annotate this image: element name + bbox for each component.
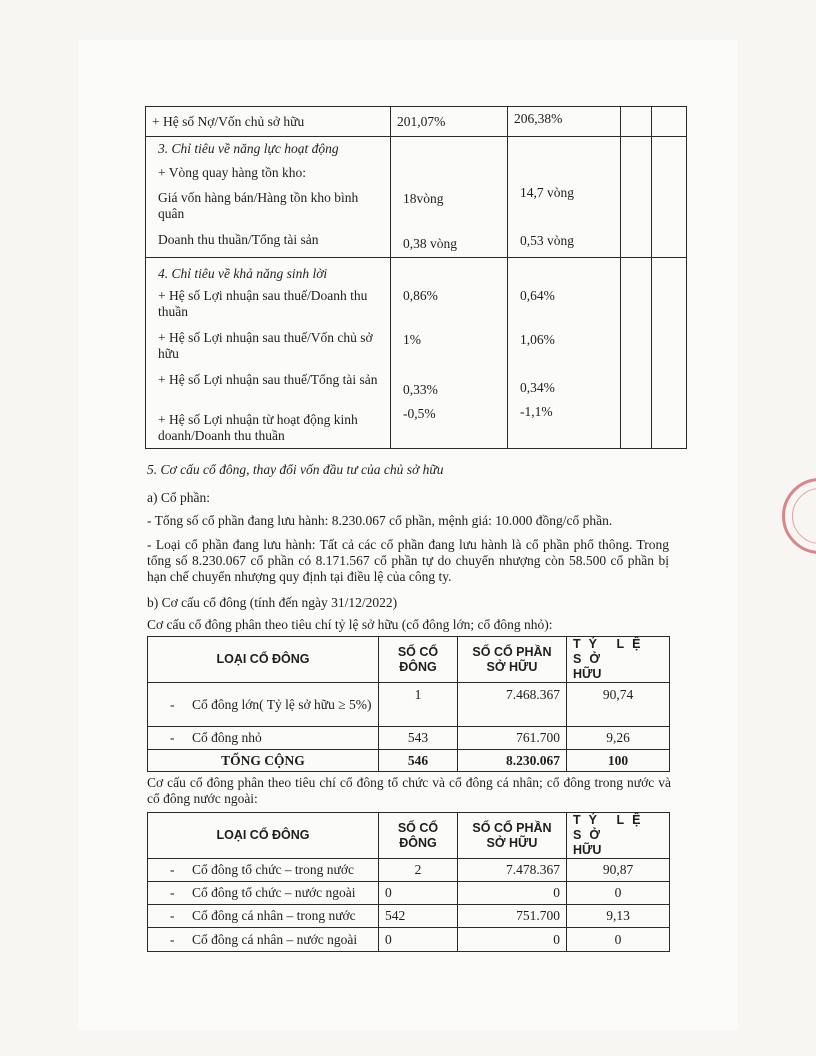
section4-item2: + Hệ số Lợi nhuận sau thuế/Vốn chủ sở hữu <box>158 330 373 361</box>
shareholder-by-ownership-table <box>147 636 670 772</box>
table-header-row <box>148 813 670 859</box>
table-row <box>148 683 670 727</box>
header-type: LOẠI CỔ ĐÔNG <box>148 813 379 859</box>
header-shares: SỐ CỔ PHẦN SỞ HỮU <box>458 637 567 683</box>
table-row <box>148 882 670 905</box>
row-label: - Cổ đông lớn( Tỷ lệ sở hữu ≥ 5%) <box>148 683 379 727</box>
section3-item1: Giá vốn hàng bán/Hàng tồn kho bình quân <box>158 190 359 221</box>
red-seal-stamp <box>780 478 816 554</box>
row-shares: 7.478.367 <box>458 859 567 882</box>
row-shares: 7.468.367 <box>458 683 567 727</box>
row-label: - Cổ đông tổ chức – nước ngoài <box>148 882 379 905</box>
row-label: - Cổ đông cá nhân – nước ngoài <box>148 928 379 952</box>
shares-subheading: a) Cổ phần: <box>147 490 210 505</box>
row-ratio: 0 <box>567 882 670 905</box>
row-shares: 0 <box>458 928 567 952</box>
table-row <box>148 727 670 750</box>
row-label: - Cổ đông nhỏ <box>148 727 379 750</box>
total-ratio: 100 <box>567 750 670 772</box>
shareholder-structure-subheading: b) Cơ cấu cổ đông (tính đến ngày 31/12/2022) <box>147 595 398 610</box>
header-ratio: TỶ LỆ SỞ HỮU <box>567 813 670 859</box>
table-row <box>148 928 670 952</box>
section3-item1-v1: 18vòng <box>403 191 444 206</box>
table-total-row <box>148 750 670 772</box>
row-count: 2 <box>379 859 458 882</box>
row-shares: 751.700 <box>458 905 567 928</box>
row-count: 542 <box>379 905 458 928</box>
section3-subtitle: + Vòng quay hàng tồn kho: <box>158 165 306 180</box>
section4-item2-v2: 1,06% <box>520 332 555 347</box>
total-label: TỔNG CỘNG <box>148 750 379 772</box>
section4-item4: + Hệ số Lợi nhuận từ hoạt động kinh doanh/Doanh thu thuần <box>158 412 358 443</box>
header-count: SỐ CỔ ĐÔNG <box>379 813 458 859</box>
debt-ratio-v2: 206,38% <box>508 107 621 137</box>
total-shares-paragraph: - Tổng số cổ phần đang lưu hành: 8.230.067 cổ phần, mệnh giá: 10.000 đồng/cổ phần. <box>147 513 613 528</box>
section4-item4-v2: -1,1% <box>520 404 553 419</box>
table-row <box>146 137 687 258</box>
header-ratio: TỶ LỆ SỞ HỮU <box>567 637 670 683</box>
row-shares: 761.700 <box>458 727 567 750</box>
section4-item3-v1: 0,33% <box>403 382 438 397</box>
debt-ratio-v1: 201,07% <box>391 107 508 137</box>
section4-item1-v2: 0,64% <box>520 288 555 303</box>
table-row <box>146 258 687 449</box>
header-shares: SỐ CỔ PHẦN SỞ HỮU <box>458 813 567 859</box>
row-count: 0 <box>379 928 458 952</box>
section5-heading: 5. Cơ cấu cổ đông, thay đổi vốn đầu tư của chủ sở hữu <box>147 462 444 477</box>
total-count: 546 <box>379 750 458 772</box>
section4-item1: + Hệ số Lợi nhuận sau thuế/Doanh thu thuần <box>158 288 368 319</box>
section4-item2-v1: 1% <box>403 332 421 347</box>
row-ratio: 9,13 <box>567 905 670 928</box>
section3-item2-v2: 0,53 vòng <box>520 233 574 248</box>
shareholder-by-type-table <box>147 812 670 952</box>
table2-caption: Cơ cấu cổ đông phân theo tiêu chí cổ đông tổ chức và cổ đông cá nhân; cổ đông trong nước và cổ đông nước ngoài: <box>147 775 671 806</box>
section3-title: 3. Chỉ tiêu về năng lực hoạt động <box>158 141 339 156</box>
row-count: 1 <box>379 683 458 727</box>
table-row <box>148 905 670 928</box>
row-ratio: 90,87 <box>567 859 670 882</box>
section4-item4-v1: -0,5% <box>403 406 436 421</box>
debt-ratio-label: + Hệ số Nợ/Vốn chủ sở hữu <box>146 107 391 137</box>
row-label: - Cổ đông cá nhân – trong nước <box>148 905 379 928</box>
row-ratio: 90,74 <box>567 683 670 727</box>
row-count: 0 <box>379 882 458 905</box>
total-shares: 8.230.067 <box>458 750 567 772</box>
table-row <box>146 107 687 137</box>
table1-caption: Cơ cấu cổ đông phân theo tiêu chí tỷ lệ sở hữu (cổ đông lớn; cổ đông nhỏ): <box>147 617 553 632</box>
row-ratio: 0 <box>567 928 670 952</box>
table-header-row <box>148 637 670 683</box>
share-type-paragraph: - Loại cổ phần đang lưu hành: Tất cả các cổ phần đang lưu hành là cổ phần phổ thông. Trong tổng số 8.230.067 cổ phần có 8.171.567 cổ phần tự do chuyển nhượng còn 58.500 cổ phần bị hạn chế chuyển nhượng quy định tại điều lệ của công ty. <box>147 537 669 584</box>
header-count: SỐ CỔ ĐÔNG <box>379 637 458 683</box>
section3-item2-v1: 0,38 vòng <box>403 236 457 251</box>
table-row <box>148 859 670 882</box>
row-shares: 0 <box>458 882 567 905</box>
header-type: LOẠI CỔ ĐÔNG <box>148 637 379 683</box>
row-ratio: 9,26 <box>567 727 670 750</box>
section4-item3: + Hệ số Lợi nhuận sau thuế/Tổng tài sản <box>158 372 378 387</box>
section4-title: 4. Chỉ tiêu về khả năng sinh lời <box>158 266 328 281</box>
financial-indicators-table <box>145 106 687 449</box>
row-label: - Cổ đông tổ chức – trong nước <box>148 859 379 882</box>
section4-item3-v2: 0,34% <box>520 380 555 395</box>
section3-item2: Doanh thu thuần/Tổng tài sản <box>158 232 319 247</box>
row-count: 543 <box>379 727 458 750</box>
section3-item1-v2: 14,7 vòng <box>520 185 574 200</box>
section4-item1-v1: 0,86% <box>403 288 438 303</box>
